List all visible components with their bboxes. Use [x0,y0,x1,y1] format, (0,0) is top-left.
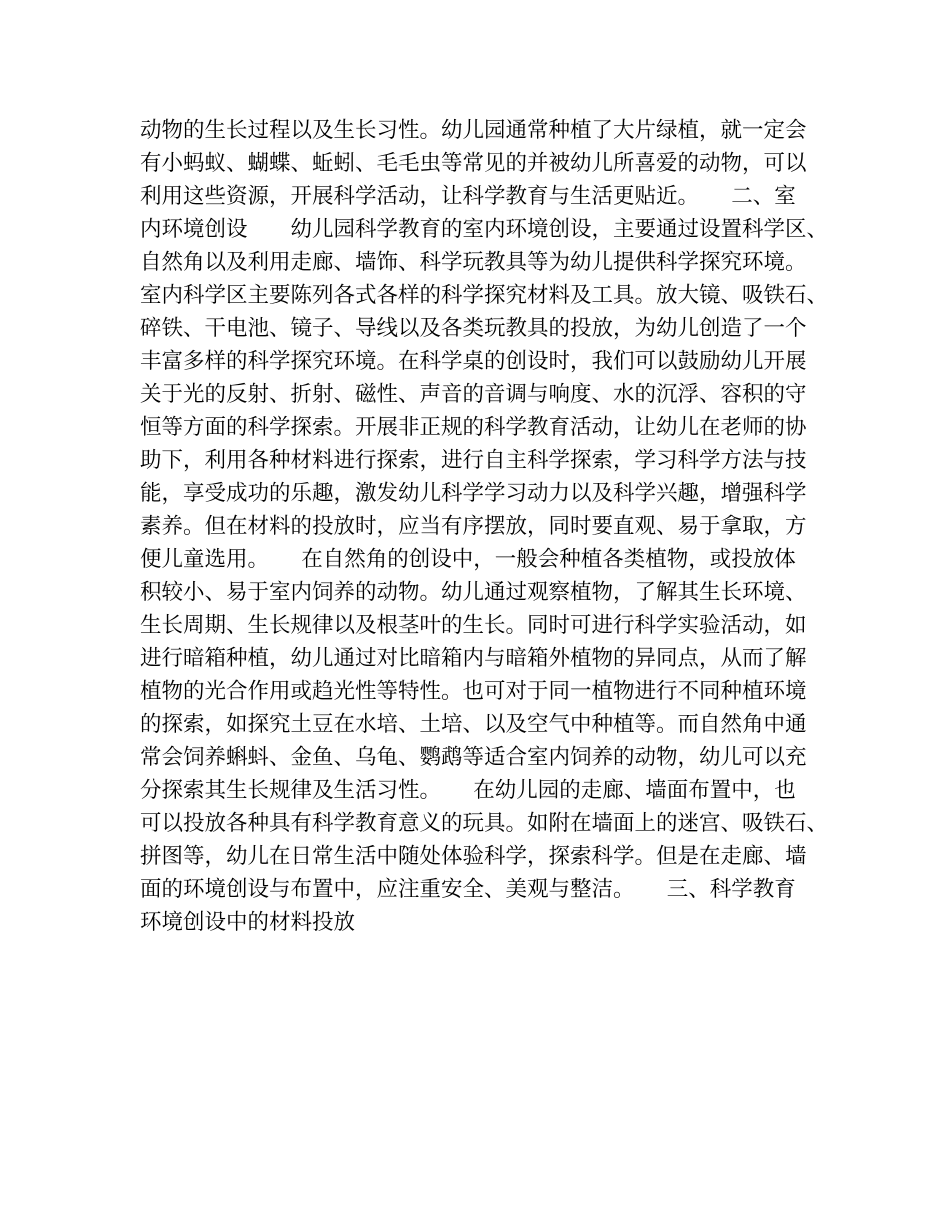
text-line: 面的环境创设与布置中，应注重安全、美观与整洁。 三、科学教育 [140,877,796,902]
text-line: 拼图等，幼儿在日常生活中随处体验科学，探索科学。但是在走廊、墙 [140,844,807,869]
text-line: 生长周期、生长规律以及根茎叶的生长。同时可进行科学实验活动，如 [140,613,807,638]
text-line: 关于光的反射、折射、磁性、声音的音调与响度、水的沉浮、容积的守 [140,382,807,407]
text-line: 内环境创设 幼儿园科学教育的室内环境创设，主要通过设置科学区、 [140,217,829,242]
text-line: 动物的生长过程以及生长习性。幼儿园通常种植了大片绿植，就一定会 [140,118,807,143]
text-line: 积较小、易于室内饲养的动物。幼儿通过观察植物，了解其生长环境、 [140,580,807,605]
text-line: 进行暗箱种植，幼儿通过对比暗箱内与暗箱外植物的异同点，从而了解 [140,646,807,671]
text-line: 便儿童选用。 在自然角的创设中，一般会种植各类植物，或投放体 [140,547,796,572]
text-line: 有小蚂蚁、蝴蝶、蚯蚓、毛毛虫等常见的并被幼儿所喜爱的动物，可以 [140,151,807,176]
text-line: 室内科学区主要陈列各式各样的科学探究材料及工具。放大镜、吸铁石、 [140,283,829,308]
text-line: 环境创设中的材料投放 [140,910,356,935]
text-line: 分探索其生长规律及生活习性。 在幼儿园的走廊、墙面布置中，也 [140,778,796,803]
text-line: 自然角以及利用走廊、墙饰、科学玩教具等为幼儿提供科学探究环境。 [140,250,807,275]
text-line: 可以投放各种具有科学教育意义的玩具。如附在墙面上的迷宫、吸铁石、 [140,811,829,836]
text-line: 利用这些资源，开展科学活动，让科学教育与生活更贴近。 二、室 [140,184,796,209]
text-line: 的探索，如探究土豆在水培、土培、以及空气中种植等。而自然角中通 [140,712,807,737]
text-line: 常会饲养蝌蚪、金鱼、乌龟、鹦鹉等适合室内饲养的动物，幼儿可以充 [140,745,807,770]
text-line: 恒等方面的科学探索。开展非正规的科学教育活动，让幼儿在老师的协 [140,415,807,440]
text-line: 丰富多样的科学探究环境。在科学桌的创设时，我们可以鼓励幼儿开展 [140,349,807,374]
text-line: 助下，利用各种材料进行探索，进行自主科学探索，学习科学方法与技 [140,448,807,473]
text-line: 能，享受成功的乐趣，激发幼儿科学学习动力以及科学兴趣，增强科学 [140,481,807,506]
text-line: 碎铁、干电池、镜子、导线以及各类玩教具的投放，为幼儿创造了一个 [140,316,807,341]
body-text [140,114,830,939]
text-line: 素养。但在材料的投放时，应当有序摆放，同时要直观、易于拿取，方 [140,514,807,539]
text-line: 植物的光合作用或趋光性等特性。也可对于同一植物进行不同种植环境 [140,679,807,704]
